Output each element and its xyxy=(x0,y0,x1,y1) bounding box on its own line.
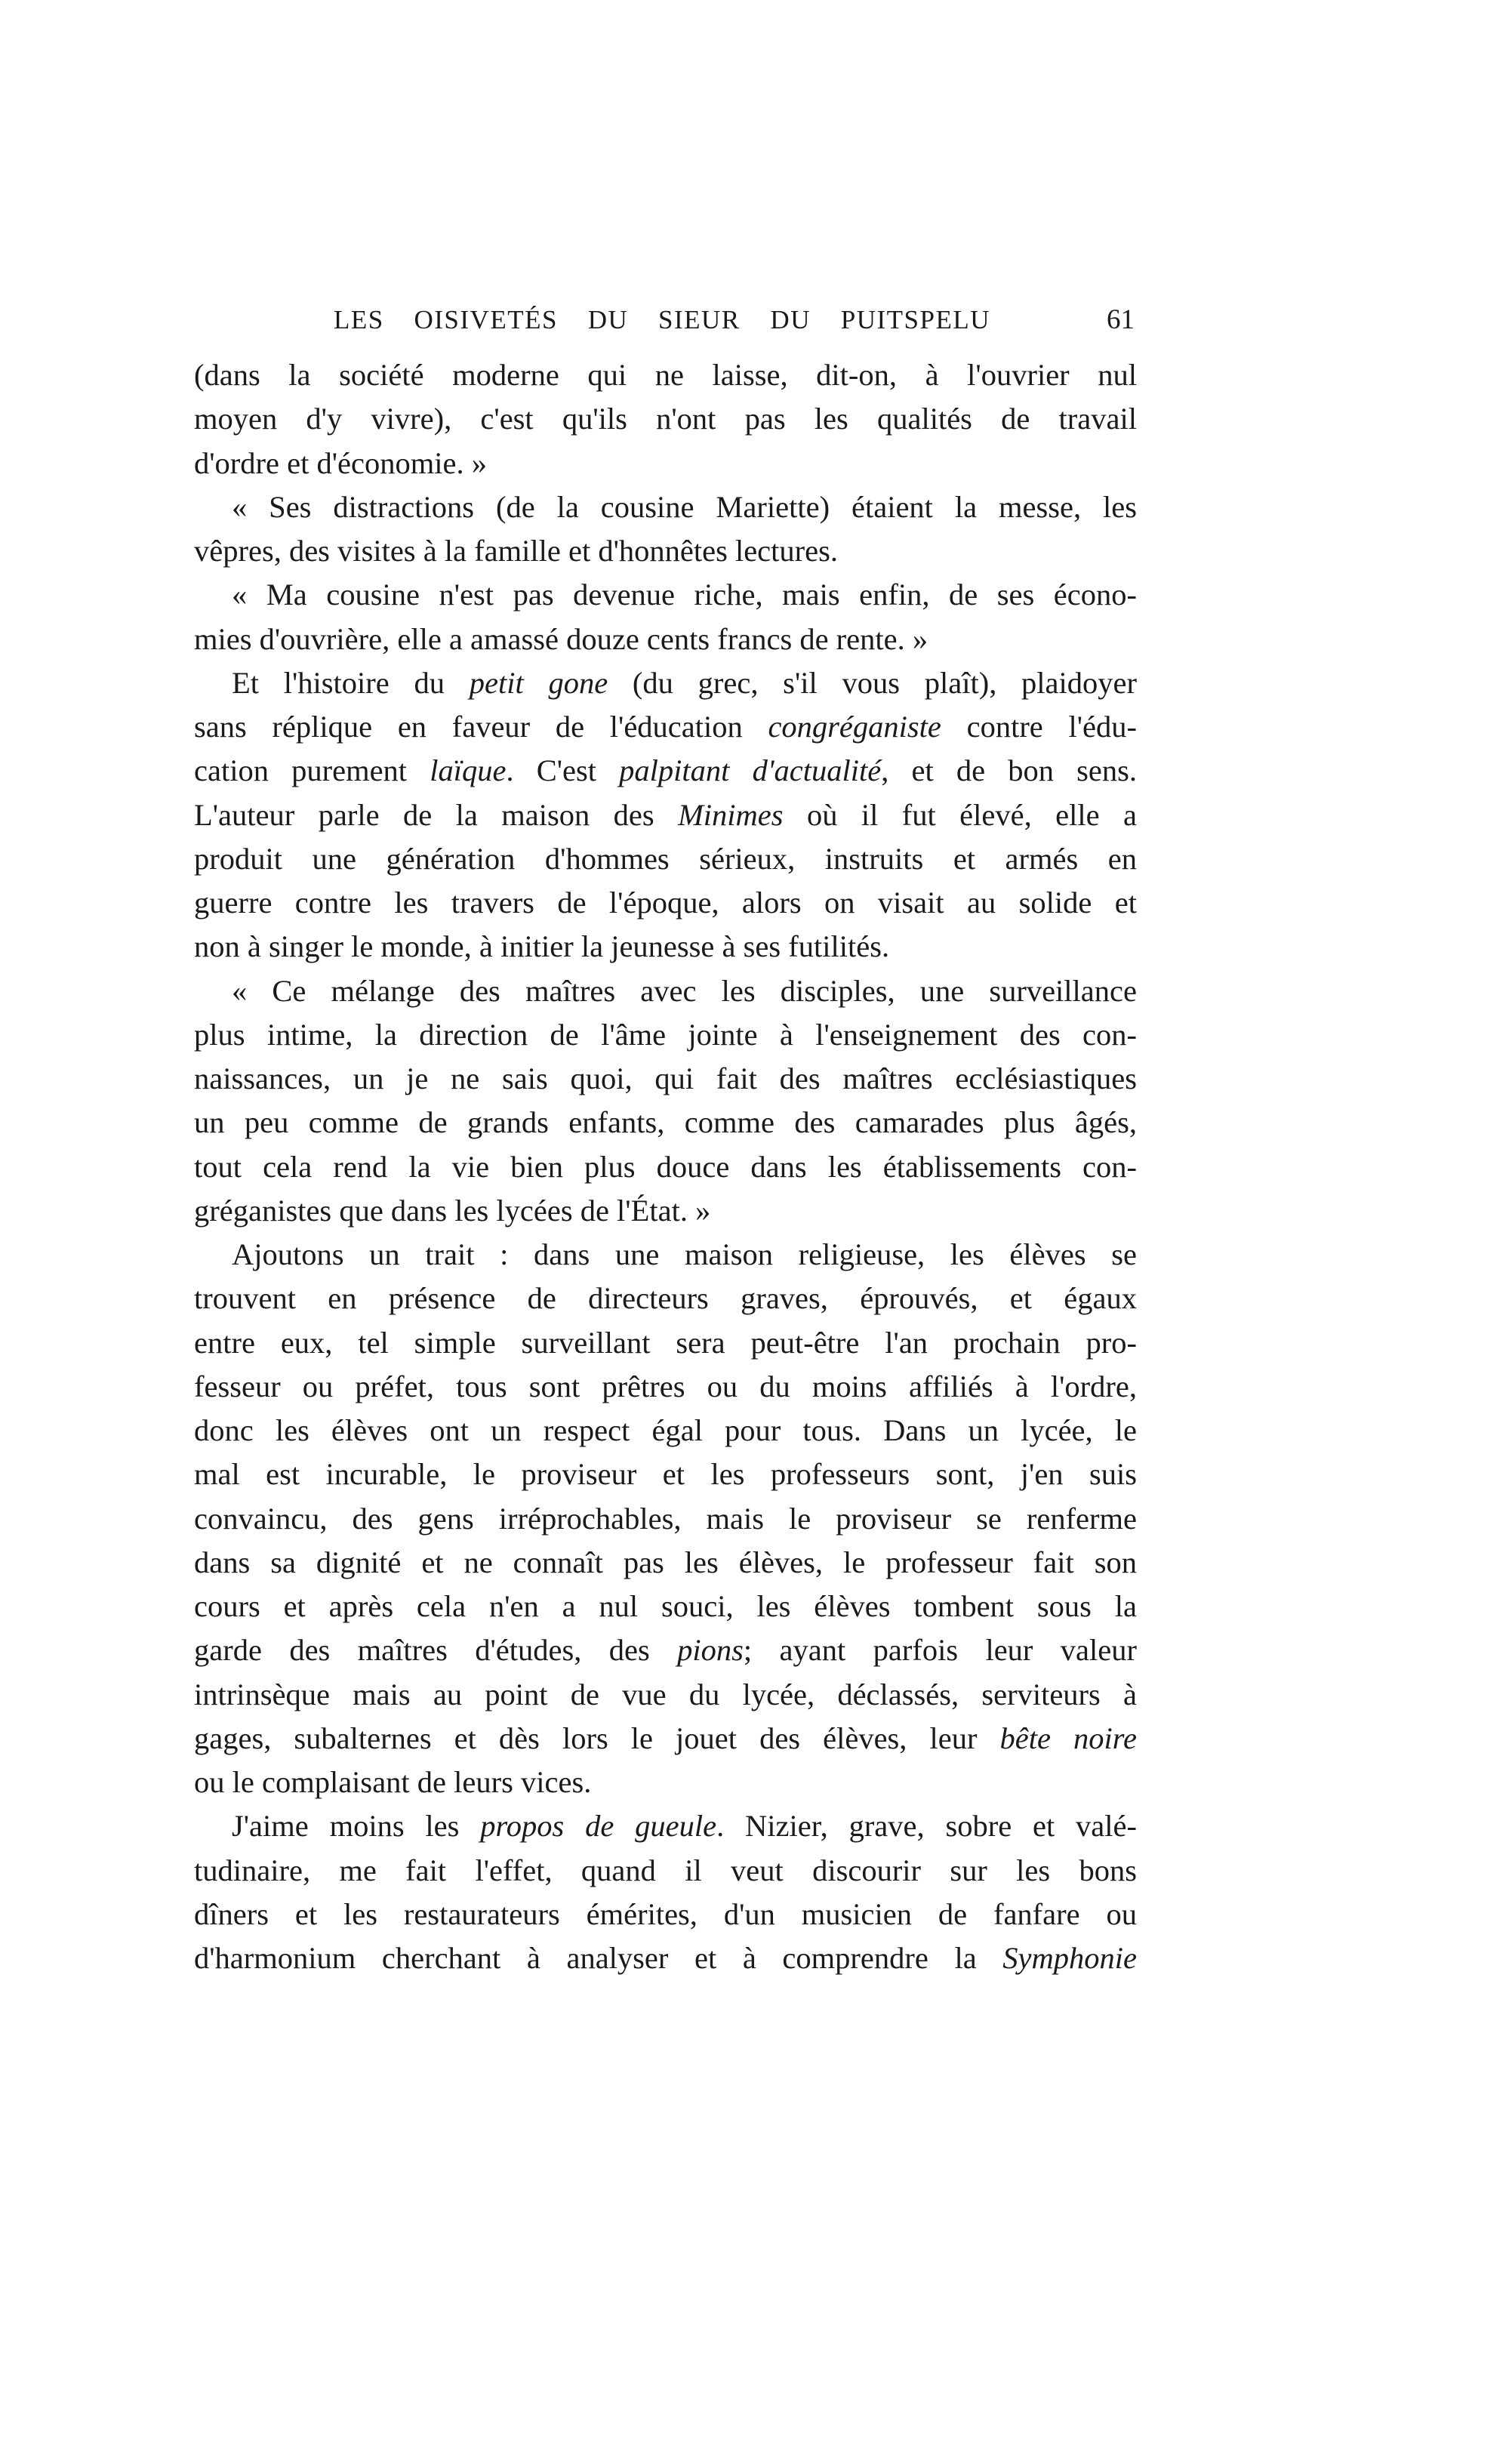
text-line xyxy=(194,1013,1137,1057)
text-segment: plus intime, la direction de l'âme jointe à l'enseignement des con- xyxy=(194,1017,1137,1052)
text-segment: fesseur ou préfet, tous sont prêtres ou du moins affiliés à l'ordre, xyxy=(194,1369,1137,1403)
text-segment: ; ayant parfois leur valeur xyxy=(743,1633,1137,1668)
text-line xyxy=(194,1057,1137,1101)
text-segment: moyen d'y vivre), c'est qu'ils n'ont pas les qualités de travail xyxy=(194,402,1137,436)
text-line xyxy=(194,1101,1137,1144)
italic-text: propos de gueule xyxy=(480,1809,717,1844)
text-line xyxy=(194,1277,1137,1320)
text-segment: entre eux, tel simple surveillant sera peut-être l'an prochain pro- xyxy=(194,1325,1137,1360)
text-line xyxy=(194,969,1137,1013)
text-line xyxy=(194,1453,1137,1496)
text-line xyxy=(194,573,1137,617)
text-line xyxy=(194,1365,1137,1409)
text-line xyxy=(194,1893,1137,1936)
text-segment: non à singer le monde, à initier la jeunesse à ses futilités. xyxy=(194,929,890,964)
text-line xyxy=(194,1761,1137,1804)
text-segment: vêpres, des visites à la famille et d'honnêtes lectures. xyxy=(194,534,839,568)
text-segment: (dans la société moderne qui ne laisse, dit-on, à l'ouvrier nul xyxy=(194,358,1137,392)
text-line xyxy=(194,442,1137,485)
text-segment: produit une génération d'hommes sérieux, instruits et armés en xyxy=(194,841,1137,876)
text-line xyxy=(194,1717,1137,1761)
text-segment: trouvent en présence de directeurs graves, éprouvés, et égaux xyxy=(194,1281,1137,1316)
text-segment: tout cela rend la vie bien plus douce dans les établissements con- xyxy=(194,1149,1137,1184)
text-segment: « Ce mélange des maîtres avec les disciples, une surveillance xyxy=(232,973,1137,1008)
text-segment: intrinsèque mais au point de vue du lycée, déclassés, serviteurs à xyxy=(194,1677,1137,1711)
text-line xyxy=(194,1233,1137,1277)
text-line xyxy=(194,793,1137,837)
text-segment: contre l'édu- xyxy=(941,710,1137,744)
text-segment: . Nizier, grave, sobre et valé- xyxy=(716,1809,1138,1844)
text-line xyxy=(194,1936,1137,1980)
text-line xyxy=(194,397,1137,441)
text-segment: dans sa dignité et ne connaît pas les élèves, le professeur fait son xyxy=(194,1545,1137,1579)
text-line xyxy=(194,1409,1137,1453)
text-segment: mies d'ouvrière, elle a amassé douze cents francs de rente. » xyxy=(194,621,928,656)
italic-text: bête noire xyxy=(999,1721,1137,1755)
text-line xyxy=(194,1673,1137,1717)
italic-text: congréganiste xyxy=(768,710,941,744)
page-number: 61 xyxy=(1107,304,1135,335)
text-segment: cation purement xyxy=(194,753,430,788)
text-segment: d'harmonium cherchant à analyser et à comprendre la xyxy=(194,1941,1003,1975)
text-segment: naissances, un je ne sais quoi, qui fait des maîtres ecclésiastiques xyxy=(194,1061,1137,1095)
italic-text: Minimes xyxy=(678,797,784,832)
text-line xyxy=(194,749,1137,793)
text-segment: guerre contre les travers de l'époque, alors on visait au solide et xyxy=(194,886,1137,920)
text-line xyxy=(194,485,1137,529)
text-segment: Ajoutons un trait : dans une maison religieuse, les élèves se xyxy=(232,1237,1137,1271)
text-segment: où il fut élevé, elle a xyxy=(783,797,1137,832)
text-line xyxy=(194,1804,1137,1848)
text-segment: mal est incurable, le proviseur et les professeurs sont, j'en suis xyxy=(194,1457,1137,1492)
text-segment: gages, subalternes et dès lors le jouet des élèves, leur xyxy=(194,1721,1000,1755)
text-line xyxy=(194,837,1137,881)
text-line xyxy=(194,1585,1137,1628)
text-segment: convaincu, des gens irréprochables, mais le proviseur se renferme xyxy=(194,1501,1137,1536)
running-title: LES OISIVETÉS DU SIEUR DU PUITSPELU xyxy=(334,305,990,334)
text-line xyxy=(194,1541,1137,1585)
italic-text: Symphonie xyxy=(1002,1941,1137,1975)
text-segment: d'ordre et d'économie. » xyxy=(194,445,487,480)
text-line xyxy=(194,1189,1137,1233)
text-line xyxy=(194,529,1137,573)
italic-text: pions xyxy=(677,1633,744,1668)
text-line xyxy=(194,881,1137,925)
text-line xyxy=(194,1849,1137,1893)
text-segment: sans réplique en faveur de l'éducation xyxy=(194,710,768,744)
text-line xyxy=(194,1497,1137,1541)
text-segment: gréganistes que dans les lycées de l'État. » xyxy=(194,1193,711,1228)
text-segment: (du grec, s'il vous plaît), plaidoyer xyxy=(608,665,1137,700)
text-segment: Et l'histoire du xyxy=(232,665,470,700)
body-text xyxy=(194,353,1137,1980)
text-line xyxy=(194,925,1137,969)
text-line xyxy=(194,618,1137,661)
text-line xyxy=(194,1628,1137,1672)
text-line xyxy=(194,1145,1137,1189)
text-segment: garde des maîtres d'études, des xyxy=(194,1633,678,1668)
text-segment: cours et après cela n'en a nul souci, les élèves tombent sous la xyxy=(194,1589,1137,1623)
text-segment: , et de bon sens. xyxy=(881,753,1137,788)
text-segment: L'auteur parle de la maison des xyxy=(194,797,679,832)
text-line xyxy=(194,705,1137,749)
text-line xyxy=(194,1321,1137,1365)
text-segment: tudinaire, me fait l'effet, quand il veut discourir sur les bons xyxy=(194,1853,1137,1887)
italic-text: palpitant d'actualité xyxy=(619,753,882,788)
italic-text: laïque xyxy=(430,753,507,788)
text-segment: « Ses distractions (de la cousine Mariette) étaient la messe, les xyxy=(232,489,1137,524)
text-segment: . C'est xyxy=(506,753,620,788)
text-segment: ou le complaisant de leurs vices. xyxy=(194,1765,592,1799)
text-segment: dîners et les restaurateurs émérites, d'un musicien de fanfare ou xyxy=(194,1896,1137,1931)
italic-text: petit gone xyxy=(469,665,608,700)
text-segment: donc les élèves ont un respect égal pour tous. Dans un lycée, le xyxy=(194,1413,1137,1447)
text-line xyxy=(194,661,1137,705)
text-segment: J'aime moins les xyxy=(232,1809,481,1844)
text-segment: « Ma cousine n'est pas devenue riche, mais enfin, de ses écono- xyxy=(232,578,1137,612)
text-line xyxy=(194,353,1137,397)
text-segment: un peu comme de grands enfants, comme des camarades plus âgés, xyxy=(194,1105,1137,1140)
